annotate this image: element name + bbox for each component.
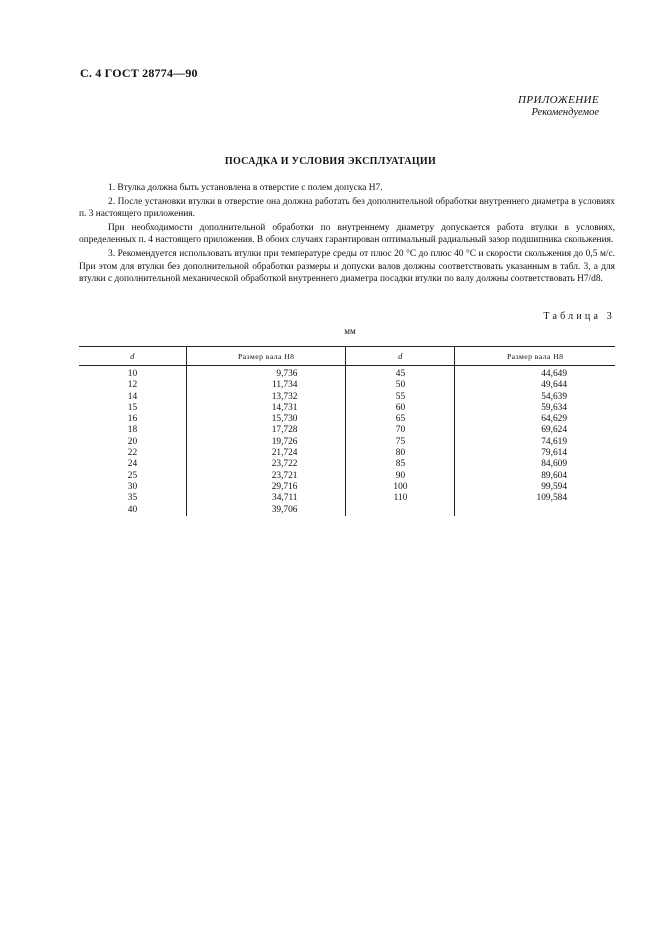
cell-d-1: 12	[127, 380, 138, 391]
cell-d-1: 40	[127, 504, 138, 515]
cell-d-2: 70	[346, 425, 455, 436]
cell-shaft-size-1: 23,722	[186, 459, 346, 470]
paragraph-1: 1. Втулка должна быть установлена в отверстие с полем допуска Н7.	[108, 183, 383, 193]
cell-d-1: 20	[127, 436, 138, 447]
cell-shaft-size-1: 9,736	[186, 366, 346, 381]
body-text	[79, 182, 615, 286]
cell-d-1: 10	[127, 369, 138, 379]
table-row	[79, 380, 615, 391]
cell-shaft-size-1: 34,711	[186, 493, 346, 504]
cell-d-2	[346, 505, 455, 516]
table-row	[79, 459, 615, 470]
paragraph-2: 2. После установки втулки в отверстие она должна работать без дополнительной обработки внутреннего диаметра в условиях п. 3 настоящего приложения.	[79, 196, 615, 220]
table-label: Таблица 3	[543, 311, 615, 322]
cell-d-1: 14	[127, 391, 138, 402]
table-row	[79, 403, 615, 414]
cell-shaft-size-2: 109,584	[455, 493, 615, 504]
cell-shaft-size-2: 79,614	[455, 448, 615, 459]
cell-d-1: 25	[127, 470, 138, 481]
cell-d-2: 90	[346, 471, 455, 482]
table-row	[79, 366, 615, 381]
page-header: С. 4 ГОСТ 28774—90	[80, 66, 198, 80]
cell-d-2: 100	[346, 482, 455, 493]
cell-d-1: 35	[127, 493, 138, 504]
cell-shaft-size-1: 19,726	[186, 437, 346, 448]
paragraph-3: При необходимости дополнительной обработки по внутреннему диаметру допускается работа втулки в условиях, определенных п. 4 настоящего приложения. В обоих случаях гарантирован оптимальный радиальный зазор подшипника скольжения.	[79, 222, 615, 246]
cell-shaft-size-1: 23,721	[186, 471, 346, 482]
cell-shaft-size-2: 49,644	[455, 380, 615, 391]
cell-shaft-size-2: 54,639	[455, 392, 615, 403]
cell-d-2: 45	[346, 366, 455, 381]
cell-shaft-size-2: 59,634	[455, 403, 615, 414]
cell-d-2: 65	[346, 414, 455, 425]
header-shaft-size-1: Размер вала Н8	[186, 347, 346, 366]
data-table	[79, 346, 615, 516]
table-body	[79, 366, 615, 516]
cell-d-1: 18	[127, 425, 138, 436]
cell-d-2: 85	[346, 459, 455, 470]
cell-d-1: 30	[127, 481, 138, 492]
header-d-1: d	[79, 347, 186, 366]
appendix-subtitle: Рекомендуемое	[531, 107, 599, 118]
cell-shaft-size-2: 74,619	[455, 437, 615, 448]
cell-shaft-size-1: 21,724	[186, 448, 346, 459]
cell-shaft-size-1: 13,732	[186, 392, 346, 403]
cell-d-1: 24	[127, 459, 138, 470]
cell-shaft-size-1: 29,716	[186, 482, 346, 493]
table-row	[79, 425, 615, 436]
table-row	[79, 482, 615, 493]
cell-d-2: 110	[346, 493, 455, 504]
table-row	[79, 392, 615, 403]
cell-shaft-size-1: 15,730	[186, 414, 346, 425]
table-row	[79, 414, 615, 425]
table-row	[79, 471, 615, 482]
header-shaft-size-2: Размер вала Н8	[455, 347, 615, 366]
cell-shaft-size-2: 64,629	[455, 414, 615, 425]
section-title: ПОСАДКА И УСЛОВИЯ ЭКСПЛУАТАЦИИ	[224, 156, 437, 167]
cell-shaft-size-2: 84,609	[455, 459, 615, 470]
cell-shaft-size-2: 89,604	[455, 471, 615, 482]
cell-shaft-size-1: 17,728	[186, 425, 346, 436]
table-row	[79, 505, 615, 516]
cell-shaft-size-1: 11,734	[186, 380, 346, 391]
cell-shaft-size-2	[455, 505, 615, 516]
cell-d-2: 50	[346, 380, 455, 391]
table-row	[79, 448, 615, 459]
paragraph-4: 3. Рекомендуется использовать втулки при температуре среды от плюс 20 °С до плюс 40 °С и скорости скольжения до 0,5 м/с. При этом для втулки без дополнительной обработки размеры и допуски валов должны соответствовать указанным в табл. 3, а для втулки с дополнительной механической обработкой внутреннего диаметра посадки втулки по валу должны соответствовать Н7/d8.	[79, 248, 615, 285]
cell-d-1: 16	[127, 414, 138, 425]
cell-shaft-size-1: 14,731	[186, 403, 346, 414]
cell-d-1: 15	[127, 402, 138, 413]
cell-d-2: 75	[346, 437, 455, 448]
appendix-title: ПРИЛОЖЕНИЕ	[518, 94, 599, 106]
cell-shaft-size-2: 99,594	[455, 482, 615, 493]
table-units: мм	[344, 326, 356, 336]
cell-d-1: 22	[127, 448, 138, 459]
appendix-label	[518, 94, 599, 118]
cell-d-2: 80	[346, 448, 455, 459]
cell-shaft-size-2: 69,624	[455, 425, 615, 436]
cell-shaft-size-1: 39,706	[186, 505, 346, 516]
header-d-2: d	[346, 347, 455, 366]
table-header-row	[79, 347, 615, 366]
table-row	[79, 437, 615, 448]
cell-shaft-size-2: 44,649	[455, 366, 615, 381]
cell-d-2: 60	[346, 403, 455, 414]
cell-d-2: 55	[346, 392, 455, 403]
table-row	[79, 493, 615, 504]
